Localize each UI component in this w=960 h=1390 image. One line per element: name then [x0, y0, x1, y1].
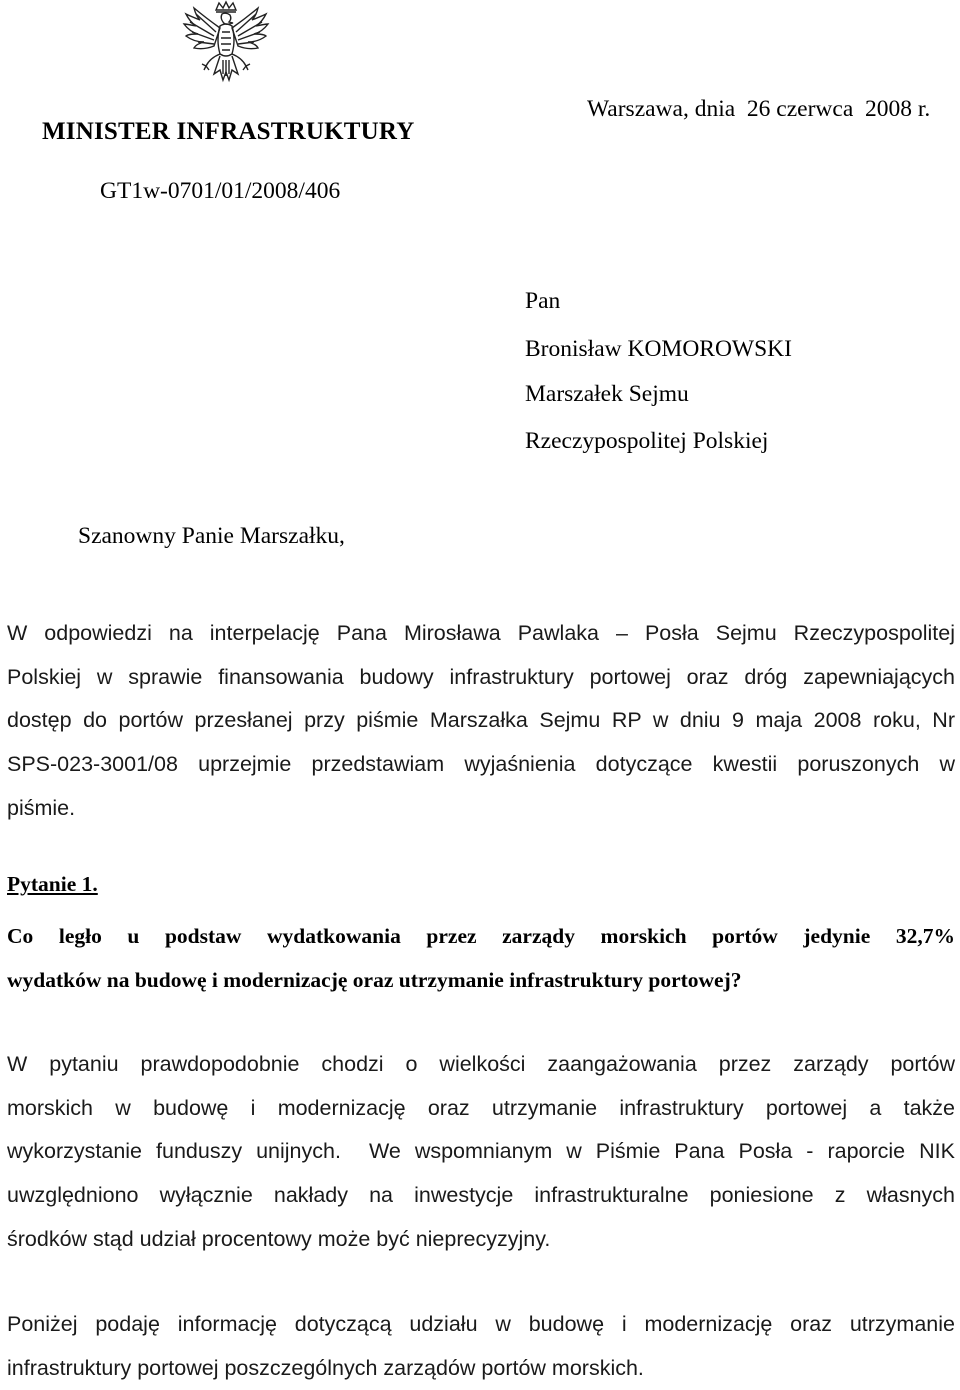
letter-date: Warszawa, dnia 26 czerwca 2008 r. [587, 96, 931, 122]
addressee-line-3: Marszałek Sejmu [525, 381, 689, 407]
question-title: Pytanie 1. [7, 872, 98, 896]
intro-line: SPS-023-3001/08 uprzejmie przedstawiam wyjaśnienia dotyczące kwestii poruszonych w [7, 752, 955, 777]
answer-line: środków stąd udział procentowy może być nieprecyzyjny. [7, 1226, 551, 1251]
polish-eagle-emblem-icon [180, 0, 272, 92]
intro-line: W odpowiedzi na interpelację Pana Mirosława Pawlaka – Posła Sejmu Rzeczypospolitej [7, 621, 955, 645]
intro-line: piśmie. [7, 795, 76, 820]
closing-paragraph [7, 1303, 955, 1390]
answer-paragraph [7, 1043, 955, 1262]
closing-line: infrastruktury portowej poszczególnych zarządów portów morskich. [7, 1355, 644, 1380]
greeting: Szanowny Panie Marszałku, [78, 523, 345, 549]
question-text [7, 915, 955, 1002]
answer-line: morskich w budowę i modernizację oraz utrzymanie infrastruktury portowej a także [7, 1095, 955, 1120]
answer-line: uwzględniono wyłącznie nakłady na inwestycje infrastrukturalne poniesione z własnych [7, 1183, 955, 1208]
addressee-line-1: Pan [525, 288, 561, 314]
closing-line: Poniżej podaję informację dotyczącą udziału w budowę i modernizację oraz utrzymanie [7, 1312, 955, 1336]
question-line: Co legło u podstaw wydatkowania przez zarządy morskich portów jedynie 32,7% [7, 924, 955, 948]
addressee-line-2: Bronisław KOMOROWSKI [525, 336, 792, 362]
minister-title: MINISTER INFRASTRUKTURY [42, 118, 415, 145]
answer-line: wykorzystanie funduszy unijnych. We wspomnianym w Piśmie Pana Posła - raporcie NIK [7, 1139, 955, 1164]
intro-line: dostęp do portów przesłanej przy piśmie Marszałka Sejmu RP w dniu 9 maja 2008 roku, Nr [7, 708, 955, 733]
question-line: wydatków na budowę i modernizację oraz utrzymanie infrastruktury portowej? [7, 967, 742, 992]
addressee-line-4: Rzeczypospolitej Polskiej [525, 428, 769, 454]
answer-line: W pytaniu prawdopodobnie chodzi o wielkości zaangażowania przez zarządy portów [7, 1052, 955, 1076]
intro-line: Polskiej w sprawie finansowania budowy infrastruktury portowej oraz dróg zapewniających [7, 664, 955, 689]
reference-number: GT1w-0701/01/2008/406 [100, 178, 341, 204]
intro-paragraph [7, 612, 955, 831]
